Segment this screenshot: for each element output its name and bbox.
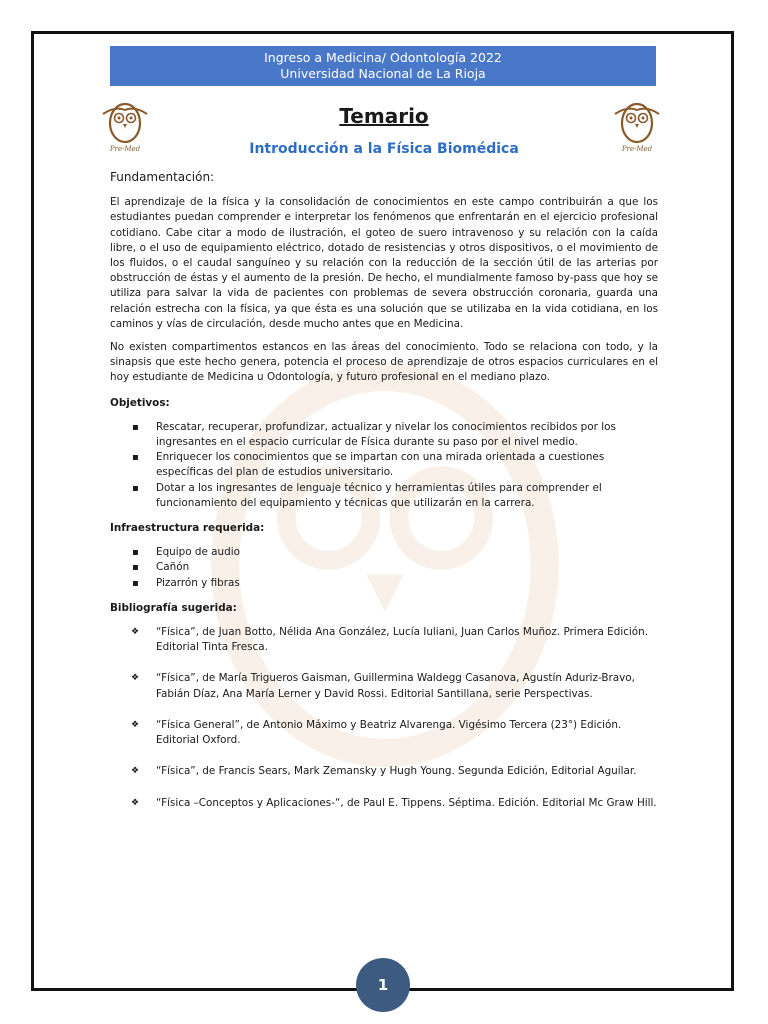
- header-band: [110, 46, 656, 86]
- list-item: ▪ Rescatar, recuperar, profundizar, actualizar y nivelar los conocimientos recibidos por los ingresantes en el espacio curricular de Física durante su paso por el nivel medio.: [110, 420, 658, 450]
- objetivos-heading: Objetivos:: [110, 396, 170, 409]
- list-item: ❖ “Física –Conceptos y Aplicaciones-“, de Paul E. Tippens. Séptima. Edición. Editorial Mc Graw Hill.: [110, 796, 658, 811]
- list-item: ▪ Pizarrón y fibras: [110, 576, 658, 591]
- bibliografia-heading: Bibliografía sugerida:: [110, 601, 237, 614]
- logo-text: Pre-Med: [621, 145, 653, 153]
- page-subtitle: Introducción a la Física Biomédica: [249, 141, 519, 157]
- list-item: ❖ “Física”, de Juan Botto, Nélida Ana González, Lucía Iuliani, Juan Carlos Muñoz. Primera Edición. Editorial Tinta Fresca.: [110, 625, 658, 655]
- page-title: Temario: [339, 104, 429, 128]
- list-item: ▪ Cañón: [110, 560, 658, 575]
- list-item: ❖ “Física General”, de Antonio Máximo y Beatriz Alvarenga. Vigésimo Tercera (23°) Edición. Editorial Oxford.: [110, 718, 658, 748]
- list-item: ▪ Equipo de audio: [110, 545, 658, 560]
- bibliografia-list: [110, 625, 658, 811]
- list-item: ❖ “Física”, de María Trigueros Gaisman, Guillermina Waldegg Casanova, Agustín Aduriz-Bravo, Fabián Díaz, Ana María Lerner y David Rossi. Editorial Santillana, serie Perspectivas.: [110, 671, 658, 701]
- infraestructura-list: [110, 545, 658, 591]
- list-item: ▪ Dotar a los ingresantes de lenguaje técnico y herramientas útiles para comprender el funcionamiento del equipamiento y técnicas que utilizarán en la carrera.: [110, 481, 658, 511]
- infraestructura-heading: Infraestructura requerida:: [110, 522, 265, 535]
- document-body: [110, 170, 658, 827]
- logo-text: Pre-Med: [109, 145, 141, 153]
- header-line-2: Universidad Nacional de La Rioja: [280, 66, 486, 81]
- objetivos-list: [110, 420, 658, 511]
- fundamentacion-paragraph: El aprendizaje de la física y la consolidación de conocimientos en este campo contribuirán a que los estudiantes puedan comprender e interpretar los fenómenos que enfrentarán en el ejercicio profesional cotidiano. Cabe citar a modo de ilustración, el goteo de suero intravenoso y su relación con la caída libre, o el uso de equipamiento eléctrico, dotado de resistencias y otros dispositivos, o el movimiento de los fluidos, o el caudal sanguíneo y su relación con la reducción de la sección útil de las arterias por obstrucción de éstas y el aumento de la presión. De hecho, el mundialmente famoso by-pass que hoy se utiliza para salvar la vida de pacientes con problemas de severa obstrucción coronaria, guarda una relación estrecha con la física, ya que ésta es una solución que se utilizaba en la vida cotidiana, en los caminos y vías de circulación, desde mucho antes que en Medicina.: [110, 196, 658, 330]
- list-item: ▪ Enriquecer los conocimientos que se impartan con una mirada orientada a cuestiones específicas del plan de estudios universitario.: [110, 450, 658, 480]
- fundamentacion-paragraph: No existen compartimentos estancos en las áreas del conocimiento. Todo se relaciona con todo, y la sinapsis que este hecho genera, potencia el proceso de aprendizaje de otros espacios curriculares en el hoy estudiante de Medicina u Odontología, y futuro profesional en el mediano plazo.: [110, 341, 658, 384]
- header-line-1: Ingreso a Medicina/ Odontología 2022: [264, 50, 502, 65]
- page-number-badge: 1: [356, 958, 410, 1012]
- list-item: ❖ “Física”, de Francis Sears, Mark Zemansky y Hugh Young. Segunda Edición, Editorial Aguilar.: [110, 764, 658, 779]
- fundamentacion-heading: Fundamentación:: [110, 170, 215, 184]
